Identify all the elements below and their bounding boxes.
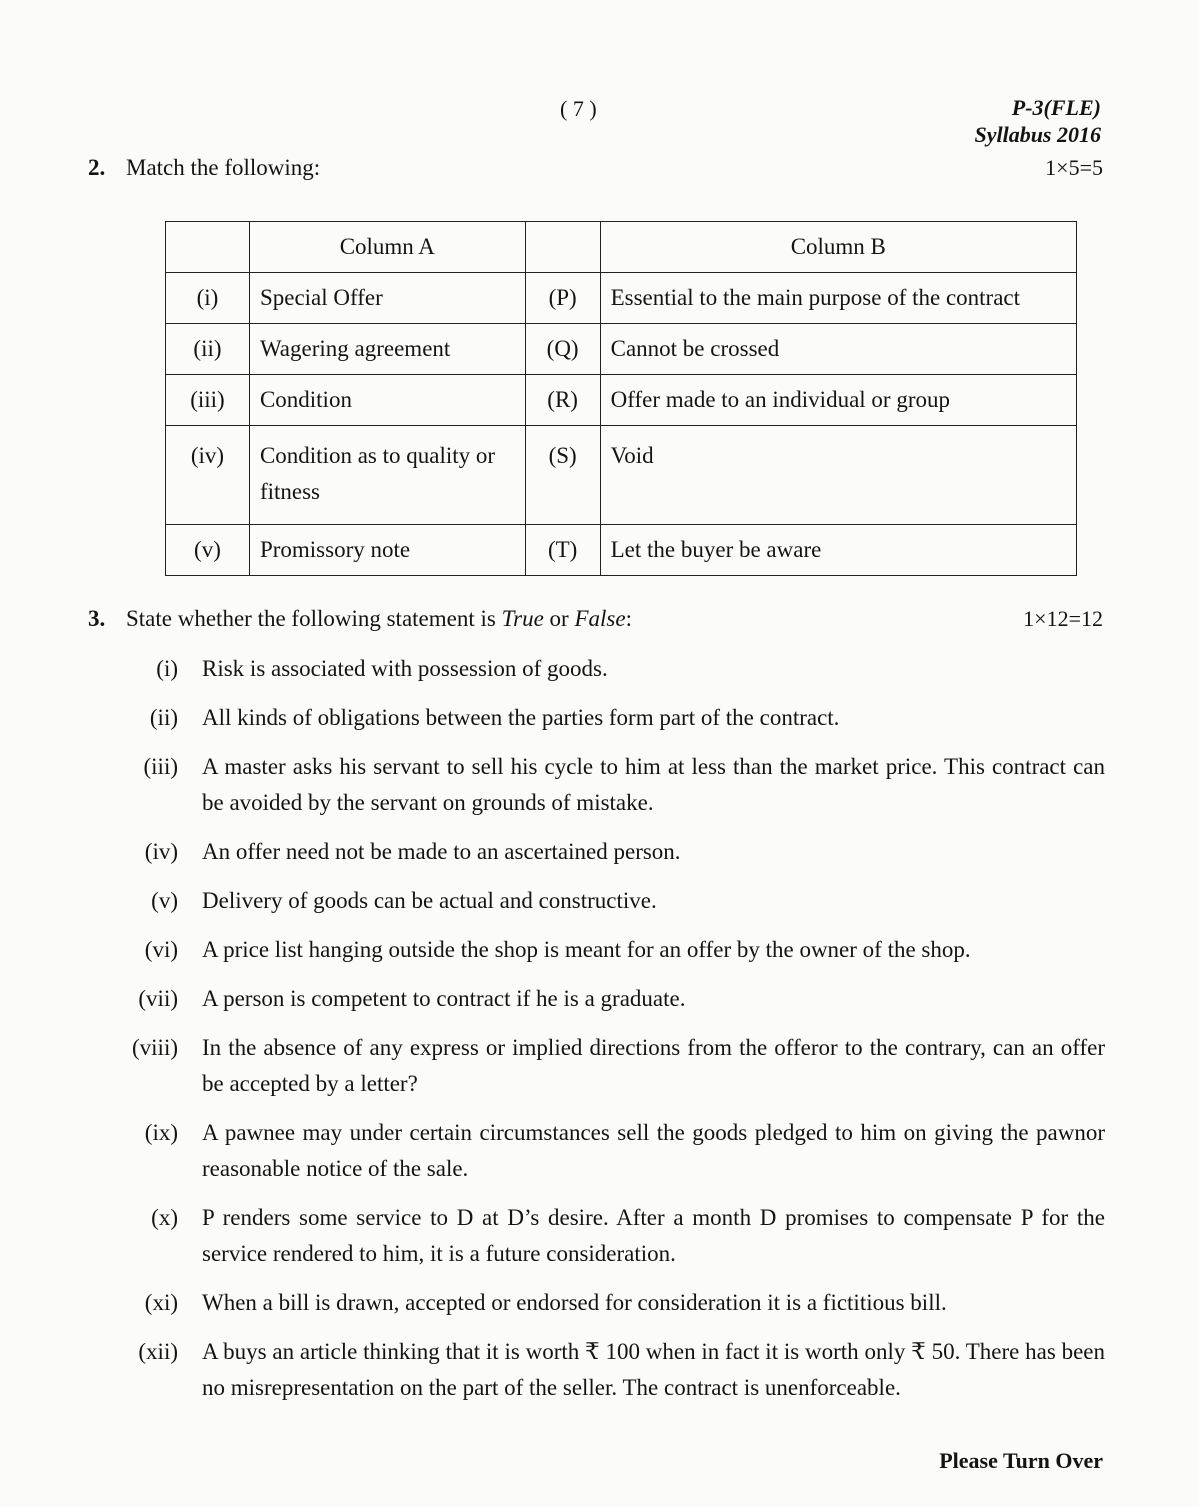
statement-text: All kinds of obligations between the parties form part of the contract. bbox=[202, 705, 840, 730]
column-a-cell: Promissory note bbox=[249, 525, 525, 576]
row-letter: (S) bbox=[525, 426, 600, 525]
statement-number: (viii) bbox=[132, 1035, 178, 1060]
question-2-title: Match the following: bbox=[126, 155, 321, 180]
statement-number: (vi) bbox=[144, 937, 178, 962]
false-word: False bbox=[574, 606, 626, 631]
statement-text: A pawnee may under certain circumstances sell the goods pledged to him on giving the pawnor reasonable notice of the sale. bbox=[202, 1120, 1105, 1181]
statement-text: An offer need not be made to an ascertained person. bbox=[202, 839, 681, 864]
row-letter: (R) bbox=[525, 375, 600, 426]
statement-number: (iv) bbox=[144, 839, 178, 864]
list-item bbox=[120, 834, 1105, 870]
column-a-cell: Condition as to quality or fitness bbox=[249, 426, 525, 525]
table-row bbox=[166, 426, 1077, 525]
page-number: ( 7 ) bbox=[560, 96, 597, 121]
list-item bbox=[120, 1285, 1105, 1321]
statement-number: (ix) bbox=[144, 1120, 178, 1145]
true-word: True bbox=[501, 606, 544, 631]
row-letter: (Q) bbox=[525, 324, 600, 375]
list-item bbox=[120, 749, 1105, 821]
column-b-cell: Void bbox=[600, 426, 1076, 525]
question-3-number: 3. bbox=[88, 606, 106, 631]
table-row bbox=[166, 324, 1077, 375]
list-item bbox=[120, 883, 1105, 919]
list-item bbox=[120, 651, 1105, 687]
row-number: (ii) bbox=[166, 324, 250, 375]
column-a-cell: Condition bbox=[249, 375, 525, 426]
statement-text: A buys an article thinking that it is worth ₹ 100 when in fact it is worth only ₹ 50. There has been no misrepresentation on the part of the seller. The contract is unenforceable. bbox=[202, 1339, 1105, 1400]
statement-number: (xii) bbox=[138, 1339, 178, 1364]
statement-text: Delivery of goods can be actual and constructive. bbox=[202, 888, 657, 913]
paper-code: P-3(FLE) bbox=[1011, 95, 1101, 120]
header-empty-cell bbox=[166, 222, 250, 273]
table-row bbox=[166, 273, 1077, 324]
statement-text: A price list hanging outside the shop is meant for an offer by the owner of the shop. bbox=[202, 937, 971, 962]
column-b-header: Column B bbox=[600, 222, 1076, 273]
statement-list bbox=[120, 651, 1105, 1419]
list-item bbox=[120, 1334, 1105, 1406]
statement-text: Risk is associated with possession of goods. bbox=[202, 656, 608, 681]
row-letter: (T) bbox=[525, 525, 600, 576]
statement-number: (iii) bbox=[143, 754, 178, 779]
list-item bbox=[120, 1200, 1105, 1272]
row-number: (v) bbox=[166, 525, 250, 576]
statement-number: (ii) bbox=[149, 705, 178, 730]
or-word: or bbox=[543, 606, 575, 631]
question-2-marks: 1×5=5 bbox=[1045, 155, 1103, 180]
statement-text: When a bill is drawn, accepted or endorsed for consideration it is a fictitious bill. bbox=[202, 1290, 947, 1315]
statement-number: (vii) bbox=[138, 986, 178, 1011]
match-table bbox=[165, 221, 1077, 576]
row-number: (i) bbox=[166, 273, 250, 324]
column-b-cell: Let the buyer be aware bbox=[600, 525, 1076, 576]
syllabus-label: Syllabus 2016 bbox=[974, 122, 1101, 147]
colon: : bbox=[625, 606, 632, 631]
question-2-number: 2. bbox=[88, 155, 106, 180]
column-a-cell: Special Offer bbox=[249, 273, 525, 324]
question-2-heading bbox=[88, 155, 320, 181]
statement-text: A master asks his servant to sell his cycle to him at less than the market price. This contract can be avoided by the servant on grounds of mistake. bbox=[202, 754, 1105, 815]
list-item bbox=[120, 700, 1105, 736]
statement-number: (x) bbox=[151, 1205, 178, 1230]
table-row bbox=[166, 525, 1077, 576]
statement-text: In the absence of any express or implied directions from the offeror to the contrary, can an offer be accepted by a letter? bbox=[202, 1035, 1105, 1096]
column-b-cell: Essential to the main purpose of the contract bbox=[600, 273, 1076, 324]
row-number: (iii) bbox=[166, 375, 250, 426]
paper-code-block bbox=[974, 94, 1101, 148]
row-letter: (P) bbox=[525, 273, 600, 324]
match-table-header bbox=[166, 222, 1077, 273]
please-turn-over: Please Turn Over bbox=[939, 1448, 1103, 1473]
column-a-header: Column A bbox=[249, 222, 525, 273]
statement-text: P renders some service to D at D’s desire. After a month D promises to compensate P for the service rendered to him, it is a future consideration. bbox=[202, 1205, 1105, 1266]
statement-number: (xi) bbox=[144, 1290, 178, 1315]
question-3-title-start: State whether the following statement is bbox=[126, 606, 502, 631]
list-item bbox=[120, 1030, 1105, 1102]
list-item bbox=[120, 1115, 1105, 1187]
column-b-cell: Cannot be crossed bbox=[600, 324, 1076, 375]
question-3-marks: 1×12=12 bbox=[1023, 606, 1103, 631]
header-empty-cell bbox=[525, 222, 600, 273]
table-row bbox=[166, 375, 1077, 426]
row-number: (iv) bbox=[166, 426, 250, 525]
column-b-cell: Offer made to an individual or group bbox=[600, 375, 1076, 426]
question-3-heading bbox=[88, 606, 632, 632]
statement-text: A person is competent to contract if he is a graduate. bbox=[202, 986, 686, 1011]
list-item bbox=[120, 981, 1105, 1017]
column-a-cell: Wagering agreement bbox=[249, 324, 525, 375]
statement-number: (i) bbox=[156, 656, 178, 681]
list-item bbox=[120, 932, 1105, 968]
statement-number: (v) bbox=[151, 888, 178, 913]
